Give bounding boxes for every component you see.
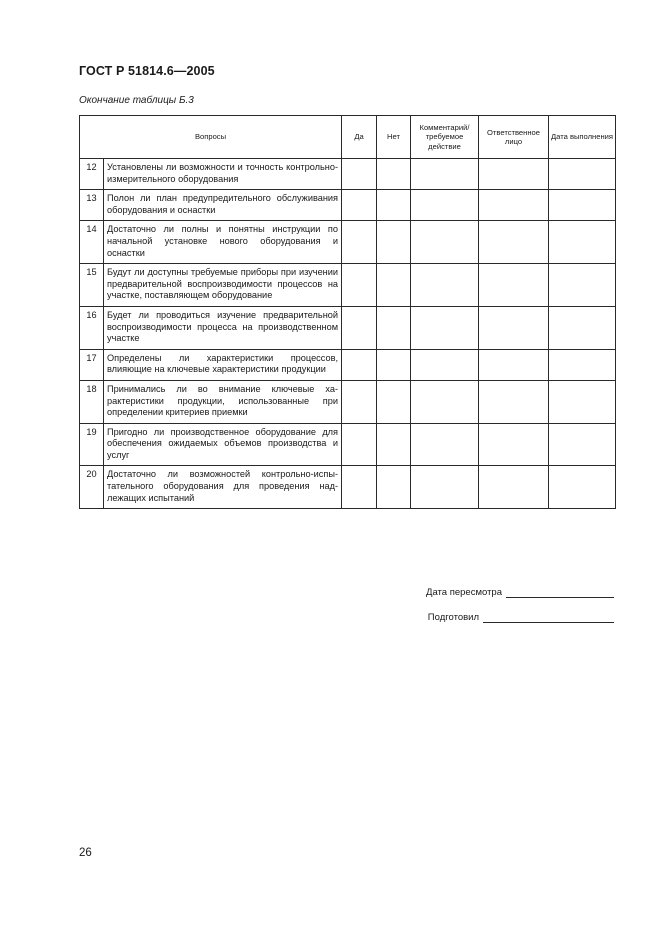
table-row xyxy=(80,423,616,466)
no-cell[interactable] xyxy=(377,306,411,349)
due-date-cell[interactable] xyxy=(549,380,616,423)
due-date-cell[interactable] xyxy=(549,423,616,466)
yes-cell[interactable] xyxy=(342,349,377,380)
responsible-cell[interactable] xyxy=(479,306,549,349)
table-caption: Окончание таблицы Б.3 xyxy=(79,95,194,106)
no-cell[interactable] xyxy=(377,159,411,190)
document-header: ГОСТ Р 51814.6—2005 xyxy=(79,64,215,78)
table-header-row xyxy=(80,116,616,159)
table-row xyxy=(80,349,616,380)
no-cell[interactable] xyxy=(377,466,411,509)
column-header-yes: Да xyxy=(342,116,377,159)
no-cell[interactable] xyxy=(377,221,411,264)
comment-cell[interactable] xyxy=(411,380,479,423)
row-number: 14 xyxy=(80,221,104,264)
table-row xyxy=(80,306,616,349)
responsible-cell[interactable] xyxy=(479,380,549,423)
responsible-cell[interactable] xyxy=(479,264,549,307)
table-row xyxy=(80,221,616,264)
responsible-cell[interactable] xyxy=(479,466,549,509)
question-text: Пригодно ли производственное оборудование для обеспечения ожидаемых объемов производства и услуг xyxy=(104,423,342,466)
due-date-cell[interactable] xyxy=(549,264,616,307)
question-text: Определены ли характеристики процессов, влияющие на ключевые характеристики продукции xyxy=(104,349,342,380)
row-number: 19 xyxy=(80,423,104,466)
comment-cell[interactable] xyxy=(411,423,479,466)
question-text: Достаточно ли полны и понятны инструкции по начальной установке нового оборудования и оснастки xyxy=(104,221,342,264)
due-date-cell[interactable] xyxy=(549,466,616,509)
question-text: Полон ли план предупредительного обслуживания оборудования и оснастки xyxy=(104,190,342,221)
responsible-cell[interactable] xyxy=(479,349,549,380)
prepared-by-field xyxy=(428,612,614,623)
yes-cell[interactable] xyxy=(342,306,377,349)
checklist-table xyxy=(79,115,616,509)
column-header-due-date: Дата выполнения xyxy=(549,116,616,159)
question-text: Установлены ли возможности и точность контрольно-измерительного оборудования xyxy=(104,159,342,190)
review-date-label: Дата пересмотра xyxy=(426,587,502,598)
row-number: 16 xyxy=(80,306,104,349)
no-cell[interactable] xyxy=(377,423,411,466)
row-number: 15 xyxy=(80,264,104,307)
row-number: 13 xyxy=(80,190,104,221)
table-row xyxy=(80,264,616,307)
prepared-by-label: Подготовил xyxy=(427,612,479,623)
comment-cell[interactable] xyxy=(411,159,479,190)
due-date-cell[interactable] xyxy=(549,349,616,380)
yes-cell[interactable] xyxy=(342,466,377,509)
yes-cell[interactable] xyxy=(342,190,377,221)
comment-cell[interactable] xyxy=(411,349,479,380)
review-date-line[interactable] xyxy=(506,587,614,598)
yes-cell[interactable] xyxy=(342,159,377,190)
question-text: Будет ли проводиться изучение предварительной воспроизводимости процесса на производственном участке xyxy=(104,306,342,349)
no-cell[interactable] xyxy=(377,264,411,307)
column-header-responsible: Ответственное лицо xyxy=(479,116,549,159)
column-header-no: Нет xyxy=(377,116,411,159)
row-number: 12 xyxy=(80,159,104,190)
comment-cell[interactable] xyxy=(411,221,479,264)
comment-cell[interactable] xyxy=(411,264,479,307)
table-row xyxy=(80,159,616,190)
prepared-by-line[interactable] xyxy=(483,612,614,623)
table-row xyxy=(80,466,616,509)
responsible-cell[interactable] xyxy=(479,159,549,190)
question-text: Будут ли доступны требуемые приборы при изучении предварительной воспроизводимости процессов на участке, поставляющем оборудование xyxy=(104,264,342,307)
column-header-comment: Комментарий/ требуемое действие xyxy=(411,116,479,159)
no-cell[interactable] xyxy=(377,190,411,221)
question-text: Достаточно ли возможностей контрольно-испытательного оборудования для проведения надлежащих испытаний xyxy=(104,466,342,509)
page-number: 26 xyxy=(79,847,92,859)
yes-cell[interactable] xyxy=(342,264,377,307)
yes-cell[interactable] xyxy=(342,380,377,423)
question-text: Принимались ли во внимание ключевые характеристики продукции, использованные при определении критериев приемки xyxy=(104,380,342,423)
responsible-cell[interactable] xyxy=(479,190,549,221)
responsible-cell[interactable] xyxy=(479,221,549,264)
comment-cell[interactable] xyxy=(411,190,479,221)
row-number: 18 xyxy=(80,380,104,423)
table-row xyxy=(80,380,616,423)
row-number: 17 xyxy=(80,349,104,380)
responsible-cell[interactable] xyxy=(479,423,549,466)
yes-cell[interactable] xyxy=(342,221,377,264)
due-date-cell[interactable] xyxy=(549,221,616,264)
comment-cell[interactable] xyxy=(411,306,479,349)
table-row xyxy=(80,190,616,221)
column-header-questions: Вопросы xyxy=(80,116,342,159)
due-date-cell[interactable] xyxy=(549,306,616,349)
row-number: 20 xyxy=(80,466,104,509)
due-date-cell[interactable] xyxy=(549,190,616,221)
yes-cell[interactable] xyxy=(342,423,377,466)
due-date-cell[interactable] xyxy=(549,159,616,190)
comment-cell[interactable] xyxy=(411,466,479,509)
no-cell[interactable] xyxy=(377,349,411,380)
no-cell[interactable] xyxy=(377,380,411,423)
review-date-field xyxy=(426,587,614,598)
